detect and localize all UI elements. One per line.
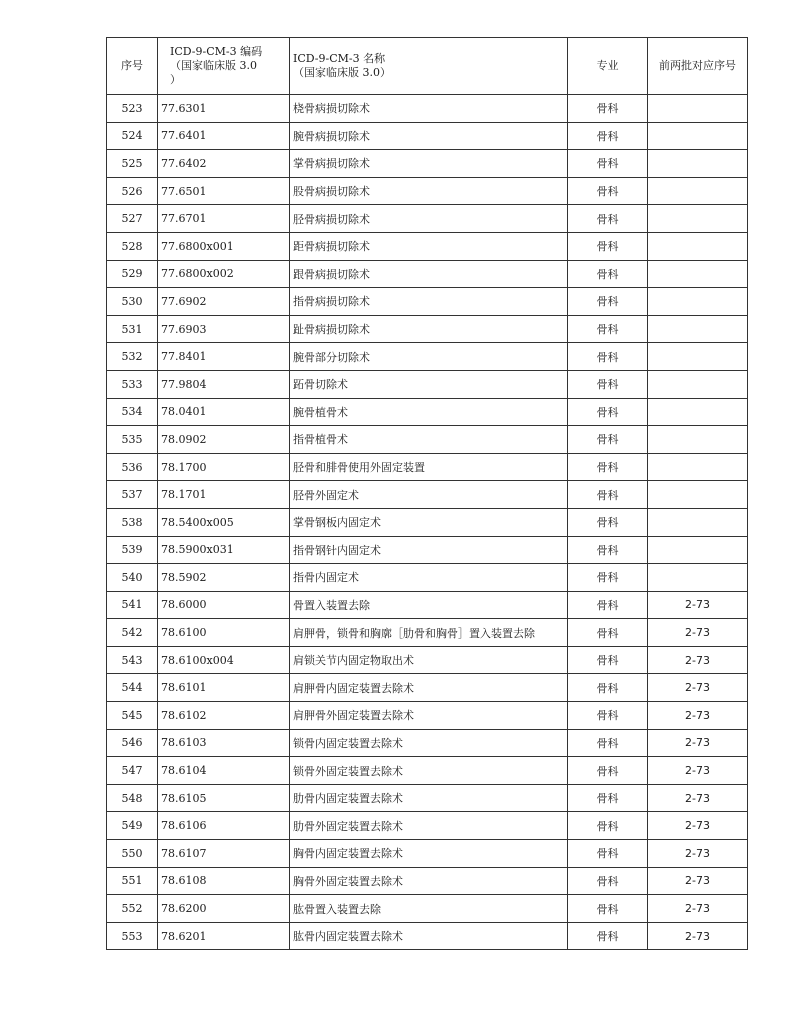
cell-prev: 2-73 bbox=[648, 922, 748, 950]
cell-code: 77.6701 bbox=[158, 205, 290, 233]
cell-name: 腕骨植骨术 bbox=[290, 398, 568, 426]
table-row bbox=[107, 260, 748, 288]
cell-no: 543 bbox=[107, 646, 158, 674]
cell-code: 78.6103 bbox=[158, 729, 290, 757]
cell-prev: 2-73 bbox=[648, 895, 748, 923]
cell-code: 77.6401 bbox=[158, 122, 290, 150]
header-code-line3: ） bbox=[170, 73, 181, 86]
cell-code: 78.6201 bbox=[158, 922, 290, 950]
cell-code: 78.6102 bbox=[158, 702, 290, 730]
header-row bbox=[107, 38, 748, 95]
cell-prev bbox=[648, 260, 748, 288]
cell-prev bbox=[648, 426, 748, 454]
cell-specialty: 骨科 bbox=[568, 895, 648, 923]
cell-no: 529 bbox=[107, 260, 158, 288]
cell-no: 542 bbox=[107, 619, 158, 647]
cell-specialty: 骨科 bbox=[568, 784, 648, 812]
cell-name: 指骨植骨术 bbox=[290, 426, 568, 454]
cell-name: 肩胛骨外固定装置去除术 bbox=[290, 702, 568, 730]
cell-prev bbox=[648, 232, 748, 260]
cell-no: 540 bbox=[107, 564, 158, 592]
cell-no: 551 bbox=[107, 867, 158, 895]
cell-prev: 2-73 bbox=[648, 840, 748, 868]
cell-no: 553 bbox=[107, 922, 158, 950]
table-row bbox=[107, 315, 748, 343]
cell-name: 指骨钢针内固定术 bbox=[290, 536, 568, 564]
cell-specialty: 骨科 bbox=[568, 343, 648, 371]
table-row bbox=[107, 150, 748, 178]
cell-name: 骨置入装置去除 bbox=[290, 591, 568, 619]
header-name-line1: ICD-9-CM-3 名称 bbox=[293, 52, 386, 65]
cell-no: 545 bbox=[107, 702, 158, 730]
cell-specialty: 骨科 bbox=[568, 867, 648, 895]
cell-code: 78.6104 bbox=[158, 757, 290, 785]
cell-no: 546 bbox=[107, 729, 158, 757]
cell-specialty: 骨科 bbox=[568, 453, 648, 481]
cell-name: 锁骨内固定装置去除术 bbox=[290, 729, 568, 757]
cell-code: 78.6101 bbox=[158, 674, 290, 702]
header-name bbox=[290, 38, 568, 95]
cell-code: 78.6106 bbox=[158, 812, 290, 840]
cell-prev bbox=[648, 177, 748, 205]
cell-name: 指骨内固定术 bbox=[290, 564, 568, 592]
cell-code: 78.1701 bbox=[158, 481, 290, 509]
cell-code: 77.6301 bbox=[158, 95, 290, 123]
cell-specialty: 骨科 bbox=[568, 232, 648, 260]
cell-code: 77.6800x002 bbox=[158, 260, 290, 288]
cell-prev bbox=[648, 205, 748, 233]
cell-no: 526 bbox=[107, 177, 158, 205]
cell-name: 股骨病损切除术 bbox=[290, 177, 568, 205]
cell-no: 549 bbox=[107, 812, 158, 840]
cell-code: 78.6107 bbox=[158, 840, 290, 868]
cell-code: 78.6200 bbox=[158, 895, 290, 923]
cell-specialty: 骨科 bbox=[568, 619, 648, 647]
cell-code: 78.6105 bbox=[158, 784, 290, 812]
cell-specialty: 骨科 bbox=[568, 757, 648, 785]
cell-name: 肋骨外固定装置去除术 bbox=[290, 812, 568, 840]
cell-name: 跖骨切除术 bbox=[290, 370, 568, 398]
cell-code: 78.0401 bbox=[158, 398, 290, 426]
cell-no: 548 bbox=[107, 784, 158, 812]
cell-name: 腕骨病损切除术 bbox=[290, 122, 568, 150]
header-code-line1: ICD-9-CM-3 编码 bbox=[170, 45, 263, 58]
cell-name: 胫骨外固定术 bbox=[290, 481, 568, 509]
cell-specialty: 骨科 bbox=[568, 288, 648, 316]
cell-prev: 2-73 bbox=[648, 619, 748, 647]
procedure-table bbox=[106, 37, 748, 950]
table-row bbox=[107, 674, 748, 702]
cell-prev: 2-73 bbox=[648, 784, 748, 812]
cell-code: 78.5400x005 bbox=[158, 508, 290, 536]
cell-specialty: 骨科 bbox=[568, 840, 648, 868]
table-row bbox=[107, 564, 748, 592]
table-row bbox=[107, 619, 748, 647]
cell-name: 掌骨病损切除术 bbox=[290, 150, 568, 178]
table-header bbox=[107, 38, 748, 95]
table-row bbox=[107, 867, 748, 895]
cell-specialty: 骨科 bbox=[568, 95, 648, 123]
cell-no: 523 bbox=[107, 95, 158, 123]
cell-specialty: 骨科 bbox=[568, 205, 648, 233]
table-row bbox=[107, 536, 748, 564]
table-row bbox=[107, 398, 748, 426]
table-row bbox=[107, 702, 748, 730]
cell-prev: 2-73 bbox=[648, 867, 748, 895]
cell-code: 77.6800x001 bbox=[158, 232, 290, 260]
cell-specialty: 骨科 bbox=[568, 591, 648, 619]
header-code bbox=[158, 38, 290, 95]
table-row bbox=[107, 591, 748, 619]
cell-code: 78.5902 bbox=[158, 564, 290, 592]
cell-prev bbox=[648, 122, 748, 150]
table-row bbox=[107, 922, 748, 950]
cell-specialty: 骨科 bbox=[568, 536, 648, 564]
cell-code: 78.0902 bbox=[158, 426, 290, 454]
cell-prev bbox=[648, 481, 748, 509]
cell-prev bbox=[648, 536, 748, 564]
cell-name: 肩胛骨，锁骨和胸廓［肋骨和胸骨］置入装置去除 bbox=[290, 619, 568, 647]
table-row bbox=[107, 729, 748, 757]
cell-prev: 2-73 bbox=[648, 729, 748, 757]
procedure-table-container bbox=[106, 37, 736, 950]
cell-no: 528 bbox=[107, 232, 158, 260]
cell-no: 537 bbox=[107, 481, 158, 509]
cell-prev bbox=[648, 343, 748, 371]
cell-prev bbox=[648, 288, 748, 316]
cell-specialty: 骨科 bbox=[568, 702, 648, 730]
table-row bbox=[107, 426, 748, 454]
cell-prev bbox=[648, 508, 748, 536]
cell-specialty: 骨科 bbox=[568, 426, 648, 454]
cell-no: 539 bbox=[107, 536, 158, 564]
cell-no: 544 bbox=[107, 674, 158, 702]
cell-name: 肱骨置入装置去除 bbox=[290, 895, 568, 923]
table-row bbox=[107, 205, 748, 233]
cell-no: 530 bbox=[107, 288, 158, 316]
cell-name: 桡骨病损切除术 bbox=[290, 95, 568, 123]
cell-no: 538 bbox=[107, 508, 158, 536]
cell-specialty: 骨科 bbox=[568, 370, 648, 398]
header-no: 序号 bbox=[107, 38, 158, 95]
cell-prev bbox=[648, 370, 748, 398]
cell-specialty: 骨科 bbox=[568, 922, 648, 950]
cell-no: 541 bbox=[107, 591, 158, 619]
table-row bbox=[107, 232, 748, 260]
cell-prev: 2-73 bbox=[648, 757, 748, 785]
table-row bbox=[107, 757, 748, 785]
cell-code: 78.5900x031 bbox=[158, 536, 290, 564]
cell-no: 527 bbox=[107, 205, 158, 233]
cell-specialty: 骨科 bbox=[568, 812, 648, 840]
cell-specialty: 骨科 bbox=[568, 481, 648, 509]
header-code-line2: （国家临床版 3.0 bbox=[170, 59, 257, 72]
table-body bbox=[107, 95, 748, 950]
cell-prev: 2-73 bbox=[648, 646, 748, 674]
cell-no: 531 bbox=[107, 315, 158, 343]
cell-no: 533 bbox=[107, 370, 158, 398]
cell-no: 524 bbox=[107, 122, 158, 150]
cell-code: 77.6402 bbox=[158, 150, 290, 178]
cell-name: 趾骨病损切除术 bbox=[290, 315, 568, 343]
cell-code: 77.6903 bbox=[158, 315, 290, 343]
table-row bbox=[107, 343, 748, 371]
cell-prev: 2-73 bbox=[648, 702, 748, 730]
cell-prev bbox=[648, 564, 748, 592]
cell-no: 536 bbox=[107, 453, 158, 481]
table-row bbox=[107, 840, 748, 868]
cell-prev: 2-73 bbox=[648, 812, 748, 840]
cell-name: 胫骨病损切除术 bbox=[290, 205, 568, 233]
cell-name: 胸骨内固定装置去除术 bbox=[290, 840, 568, 868]
cell-no: 532 bbox=[107, 343, 158, 371]
cell-code: 77.8401 bbox=[158, 343, 290, 371]
cell-code: 78.6100x004 bbox=[158, 646, 290, 674]
cell-name: 胸骨外固定装置去除术 bbox=[290, 867, 568, 895]
cell-code: 78.1700 bbox=[158, 453, 290, 481]
table-row bbox=[107, 95, 748, 123]
header-specialty: 专业 bbox=[568, 38, 648, 95]
cell-no: 550 bbox=[107, 840, 158, 868]
cell-name: 胫骨和腓骨使用外固定装置 bbox=[290, 453, 568, 481]
cell-code: 78.6108 bbox=[158, 867, 290, 895]
cell-specialty: 骨科 bbox=[568, 398, 648, 426]
cell-specialty: 骨科 bbox=[568, 729, 648, 757]
table-row bbox=[107, 812, 748, 840]
table-row bbox=[107, 122, 748, 150]
cell-code: 78.6000 bbox=[158, 591, 290, 619]
cell-name: 腕骨部分切除术 bbox=[290, 343, 568, 371]
cell-name: 肱骨内固定装置去除术 bbox=[290, 922, 568, 950]
header-name-line2: （国家临床版 3.0） bbox=[293, 66, 391, 79]
cell-specialty: 骨科 bbox=[568, 674, 648, 702]
cell-code: 77.6501 bbox=[158, 177, 290, 205]
cell-name: 肩胛骨内固定装置去除术 bbox=[290, 674, 568, 702]
cell-prev bbox=[648, 95, 748, 123]
cell-no: 525 bbox=[107, 150, 158, 178]
cell-specialty: 骨科 bbox=[568, 564, 648, 592]
cell-prev bbox=[648, 453, 748, 481]
cell-name: 指骨病损切除术 bbox=[290, 288, 568, 316]
cell-name: 肋骨内固定装置去除术 bbox=[290, 784, 568, 812]
table-row bbox=[107, 481, 748, 509]
cell-no: 534 bbox=[107, 398, 158, 426]
cell-name: 肩锁关节内固定物取出术 bbox=[290, 646, 568, 674]
table-row bbox=[107, 453, 748, 481]
cell-prev: 2-73 bbox=[648, 591, 748, 619]
cell-code: 77.6902 bbox=[158, 288, 290, 316]
cell-name: 跟骨病损切除术 bbox=[290, 260, 568, 288]
cell-name: 距骨病损切除术 bbox=[290, 232, 568, 260]
cell-specialty: 骨科 bbox=[568, 260, 648, 288]
cell-prev: 2-73 bbox=[648, 674, 748, 702]
table-row bbox=[107, 784, 748, 812]
cell-no: 547 bbox=[107, 757, 158, 785]
table-row bbox=[107, 177, 748, 205]
table-row bbox=[107, 508, 748, 536]
cell-prev bbox=[648, 315, 748, 343]
cell-name: 锁骨外固定装置去除术 bbox=[290, 757, 568, 785]
header-prev: 前两批对应序号 bbox=[648, 38, 748, 95]
cell-prev bbox=[648, 398, 748, 426]
cell-no: 552 bbox=[107, 895, 158, 923]
cell-prev bbox=[648, 150, 748, 178]
cell-specialty: 骨科 bbox=[568, 315, 648, 343]
cell-specialty: 骨科 bbox=[568, 508, 648, 536]
table-row bbox=[107, 646, 748, 674]
table-row bbox=[107, 370, 748, 398]
cell-no: 535 bbox=[107, 426, 158, 454]
cell-specialty: 骨科 bbox=[568, 150, 648, 178]
cell-specialty: 骨科 bbox=[568, 646, 648, 674]
cell-specialty: 骨科 bbox=[568, 122, 648, 150]
cell-code: 78.6100 bbox=[158, 619, 290, 647]
table-row bbox=[107, 288, 748, 316]
cell-specialty: 骨科 bbox=[568, 177, 648, 205]
cell-name: 掌骨钢板内固定术 bbox=[290, 508, 568, 536]
table-row bbox=[107, 895, 748, 923]
cell-code: 77.9804 bbox=[158, 370, 290, 398]
